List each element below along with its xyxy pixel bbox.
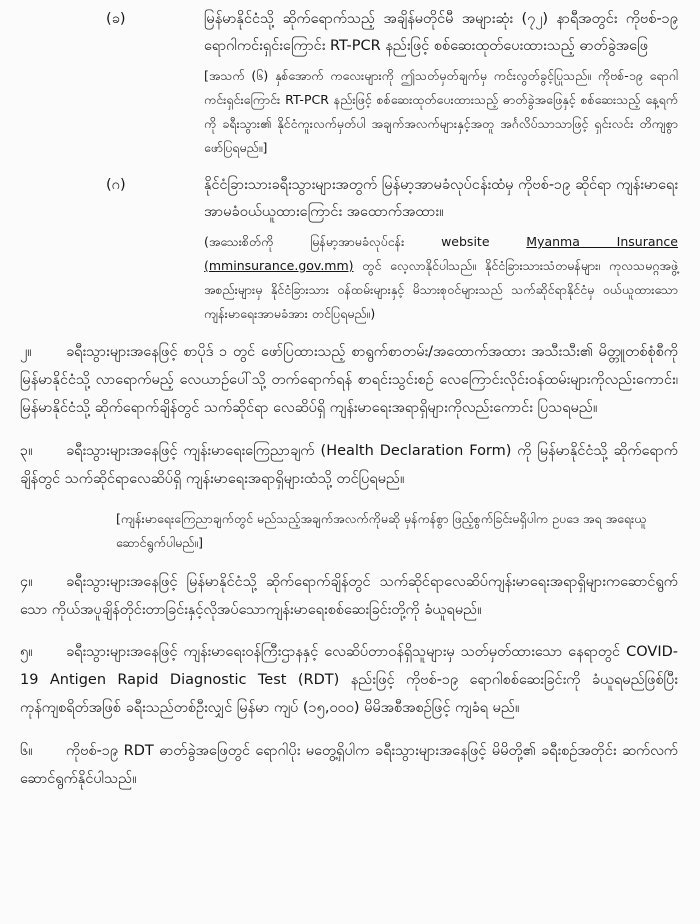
paragraph-3 (20, 437, 678, 493)
sub-item-note (204, 230, 678, 326)
sub-item-g (20, 172, 678, 326)
paragraph-text: ခရီးသွားများအနေဖြင့် မြန်မာနိုင်ငံသို့ ဆိုက်ရောက်ချိန်တွင် သက်ဆိုင်ရာလေဆိပ်ကျန်းမာရေးအရာရှိများကဆောင်ရွက်သော ကိုယ်အပူချိန်တိုင်းတာခြင်းနှင့်လိုအပ်သောကျန်းမာရေးစစ်ဆေးခြင်းတို့ကို ခံယူရမည်။ (20, 573, 678, 618)
paragraph-5 (20, 638, 678, 722)
sub-item-number: (ခ) (106, 11, 126, 27)
paragraph-3-note: [ကျန်းမာရေးကြေညာချက်တွင် မည်သည့်အချက်အလက်ကိုမဆို မှန်ကန်စွာ ဖြည့်စွက်ခြင်းမရှိပါက ဥပဒေ အရ အရေးယူဆောင်ရွက်ပါမည်။] (116, 511, 647, 550)
paragraph-number: ၅။ (20, 644, 33, 660)
note-part-b: တွင် လေ့လာနိုင်ပါသည်။ နိုင်ငံခြားသားသံတမန်များ၊ ကုလသမဂ္ဂအဖွဲ့အစည်းများမှ နိုင်ငံခြားသား ဝန်ထမ်းများနှင့် မိသားစုဝင်များသည် သက်ဆိုင်ရာနိုင်ငံမှ ဝယ်ယူထားသော ကျန်းမာရေးအာမခံအား တင်ပြရမည်။) (204, 258, 678, 321)
sub-item-note: [အသက် (၆) နှစ်အောက် ကလေးများကို ဤသတ်မှတ်ချက်မှ ကင်းလွတ်ခွင့်ပြုသည်။ ကိုဗစ်-၁၉ ရောဂါကင်းရှင်းကြောင်း RT-PCR နည်းဖြင့် စစ်ဆေးထုတ်ပေးထားသည့် ဓာတ်ခွဲအဖြေနှင့် စစ်ဆေးသည့် နေ့ရက်ကို ခရီးသွား၏ နိုင်ငံကူးလက်မှတ်ပါ အချက်အလက်များနှင့်အတူ အင်္ဂလိပ်သာသာဖြင့် ရှင်းလင်း တိကျစွာ ဖော်ပြရမည်။] (204, 68, 678, 155)
paragraph-number: ၄။ (20, 573, 33, 590)
paragraph-text: ခရီးသွားများအနေဖြင့် ကျန်းမာရေးကြေညာချက် (Health Declaration Form) ကို မြန်မာနိုင်ငံသို့ ဆိုက်ရောက်ချိန်တွင် သက်ဆိုင်ရာလေဆိပ်ရှိ ကျန်းမာရေးအရာရှိများထံသို့ တင်ပြရမည်။ (20, 442, 678, 487)
paragraph-6 (20, 737, 678, 793)
sub-item-c (20, 6, 678, 160)
paragraph-number: ၃။ (20, 442, 33, 459)
sub-item-body (186, 6, 678, 160)
paragraph-number: ၆။ (20, 742, 33, 759)
sub-item-body (186, 172, 678, 326)
insurance-website-link[interactable]: Myanma Insurance (mminsurance.gov.mm) (204, 234, 678, 273)
note-part-a: (အသေးစိတ်ကို မြန်မာ့အာမခံလုပ်ငန်း website (204, 234, 490, 249)
paragraph-4 (20, 568, 678, 624)
sub-item-text: နိုင်ငံခြားသားခရီးသွားများအတွက် မြန်မာ့အာမခံလုပ်ငန်းထံမှ ကိုဗစ်-၁၉ ဆိုင်ရာ ကျန်းမာရေး အာမခံဝယ်ယူထားကြောင်း အထောက်အထား။ (204, 177, 678, 220)
paragraph-text: ခရီးသွားများအနေဖြင့် ကျန်းမာရေးဝန်ကြီးဌာနနှင့် လေဆိပ်တာဝန်ရှိသူများမှ သတ်မှတ်ထားသော နေရာတွင် COVID-19 Antigen Rapid Diagnostic Test (RDT) နည်းဖြင့် ကိုဗစ်-၁၉ ရောဂါစစ်ဆေးခြင်းကို ခံယူရမည်ဖြစ်ပြီး ကုန်ကျစရိတ်အဖြစ် ခရီးသည်တစ်ဦးလျှင် မြန်မာ ကျပ် (၁၅,၀၀၀) မိမိအစီအစဉ်ဖြင့် ကျခံရ မည်။ (20, 644, 678, 716)
paragraph-text: ကိုဗစ်-၁၉ RDT ဓာတ်ခွဲအဖြေတွင် ရောဂါပိုး မတွေ့ရှိပါက ခရီးသွားများအနေဖြင့် မိမိတို့၏ ခရီးစဉ်အတိုင်း ဆက်လက်ဆောင်ရွက်နိုင်ပါသည်။ (20, 742, 678, 787)
sub-item-number: (ဂ) (106, 177, 126, 193)
paragraph-text: ခရီးသွားများအနေဖြင့် စာပိုဒ် ၁ တွင် ဖော်ပြထားသည့် စာရွက်စာတမ်း/အထောက်အထား အသီးသီး၏ မိတ္တူတစ်စုံစီကို မြန်မာနိုင်ငံသို့ လာရောက်မည့် လေယာဉ်ပေါ်သို့ တက်ရောက်ရန် စာရင်းသွင်းစဉ် လေကြောင်းလိုင်းဝန်ထမ်းများကိုလည်းကောင်း၊ မြန်မာနိုင်ငံသို့ ဆိုက်ရောက်ချိန်တွင် သက်ဆိုင်ရာ လေဆိပ်ရှိ ကျန်းမာရေးအရာရှိများကိုလည်းကောင်း ပြသရမည်။ (20, 344, 678, 416)
sub-item-text: မြန်မာနိုင်ငံသို့ ဆိုက်ရောက်သည့် အချိန်မတိုင်မီ အများဆုံး (၇၂) နာရီအတွင်း ကိုဗစ်-၁၉ ရောဂါကင်းရှင်းကြောင်း RT-PCR နည်းဖြင့် စစ်ဆေးထုတ်ပေးထားသည့် ဓာတ်ခွဲအဖြေ (204, 11, 678, 54)
paragraph-number: ၂။ (20, 344, 32, 360)
paragraph-2 (20, 338, 678, 422)
